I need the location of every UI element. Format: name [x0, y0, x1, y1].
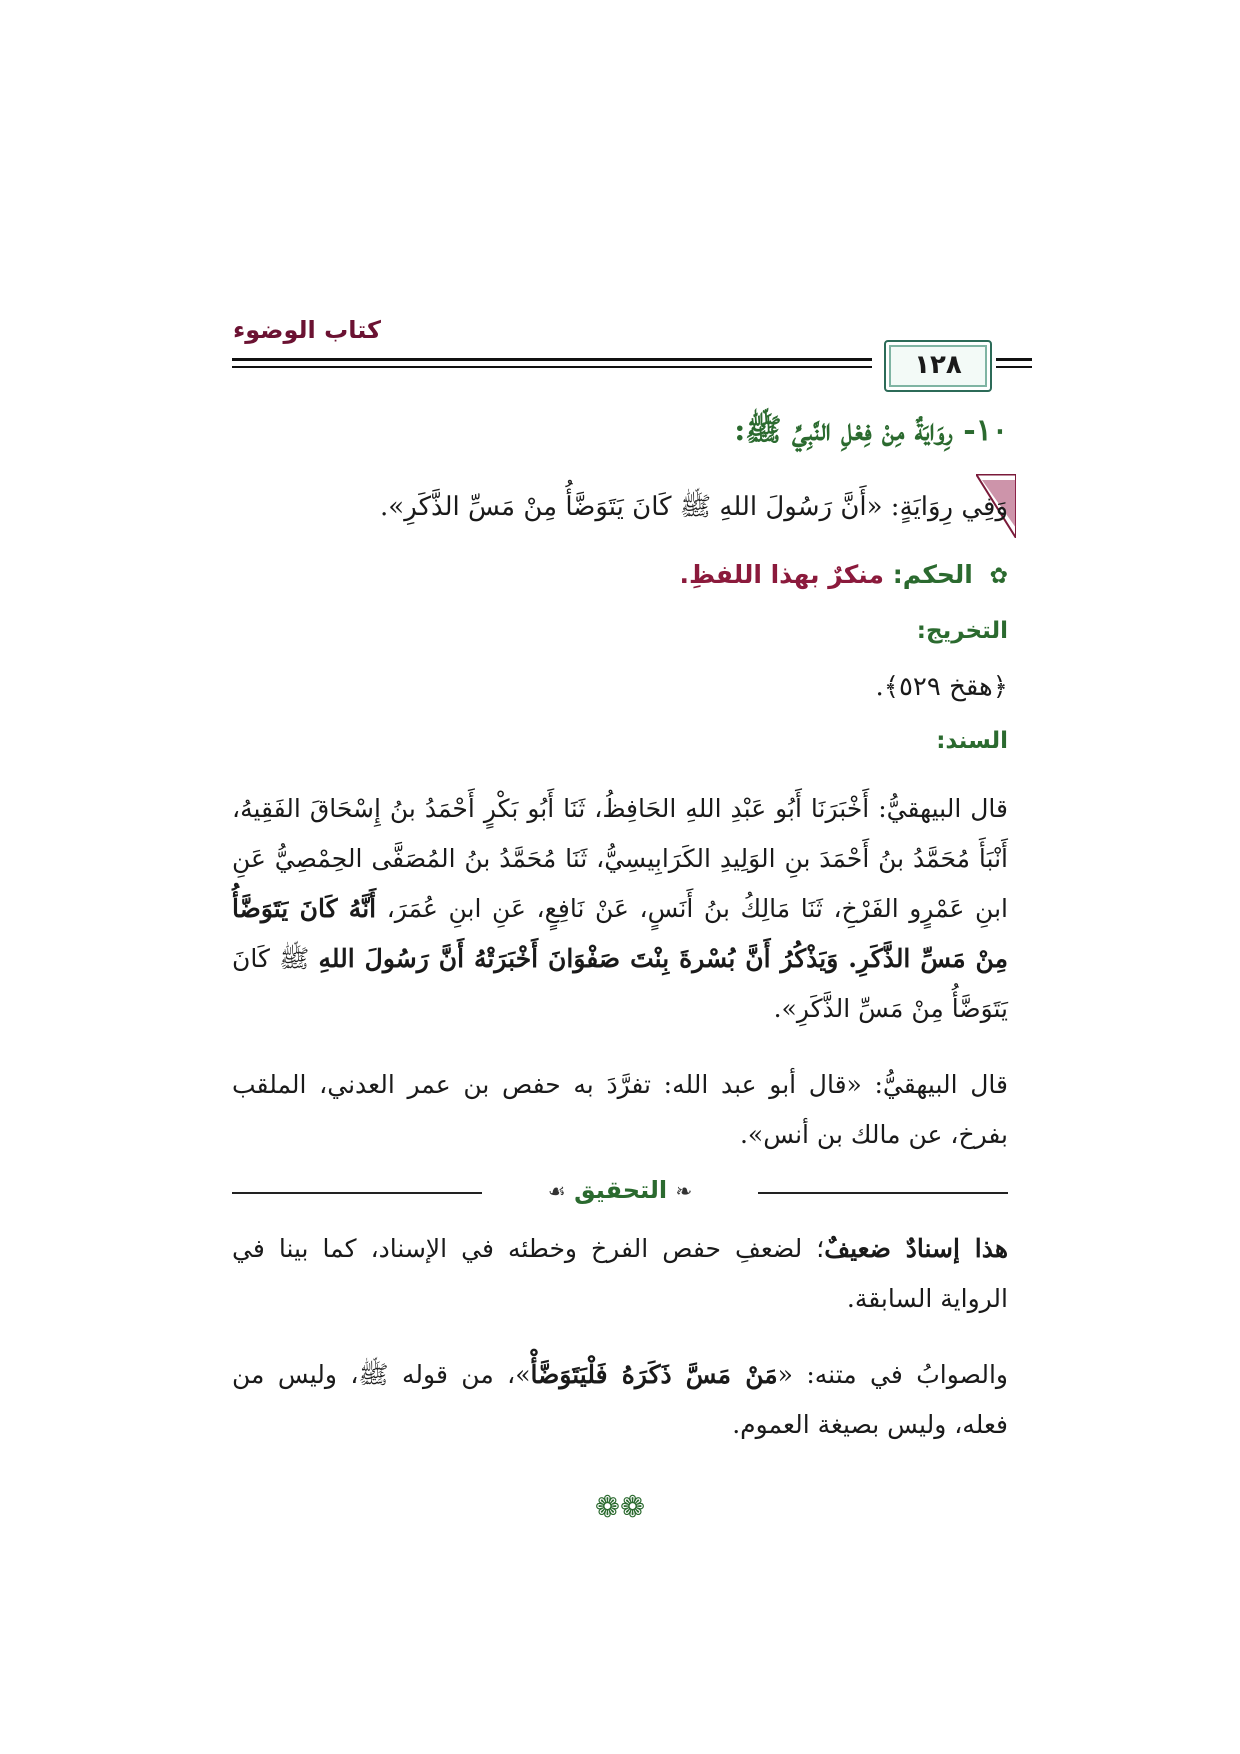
- isnad-chain: قال البيهقيُّ: أَخْبَرَنَا أَبُو عَبْدِ اللهِ الحَافِظُ، ثَنَا أَبُو بَكْرٍ أَحْمَدُ بنُ إِسْحَاقَ الفَقِيهُ، أَنْبَأَ مُحَمَّدُ بنُ أَحْمَدَ بنِ الوَلِيدِ الكَرَابِيسِيُّ، ثَنَا مُحَمَّدُ بنُ المُصَفَّى الحِمْصِيُّ عَنِ ابنِ عَمْرٍو الفَرْخِ، ثَنَا مَالِكُ بنُ أَنَسٍ، عَنْ نَافِعٍ، عَنِ ابنِ عُمَرَ،: [232, 794, 1008, 923]
- header-rule: [996, 358, 1032, 361]
- sawab-start: والصوابُ في متنه: «: [777, 1360, 1008, 1389]
- tahqiq-heading: [232, 1176, 1008, 1204]
- verdict-paragraph: [232, 1224, 1008, 1324]
- isnad-paragraph: [232, 784, 1008, 1034]
- header-rule: [996, 366, 1032, 368]
- header-rule: [232, 358, 872, 361]
- ruling-line: [232, 560, 1008, 589]
- tahqiq-label: التحقيق: [574, 1176, 668, 1204]
- end-ornament-icon: ❁❁: [594, 1490, 646, 1525]
- running-header-title: كتاب الوضوء: [232, 316, 382, 344]
- tahqiq-divider: [232, 1172, 1008, 1212]
- isnad-matn-end: ﷺ كَانَ يَتَوَضَّأُ مِنْ مَسِّ الذَّكَرِ».: [232, 944, 1008, 1023]
- verdict-rest: ؛ لضعفِ حفص الفرخ وخطئه في الإسناد، كما بينا في الرواية السابقة.: [232, 1234, 1008, 1313]
- flower-icon: ✿: [989, 564, 1008, 589]
- section-heading: ١٠- رِوَايَةٌ مِنْ فِعْلِ النَّبِيِّ ﷺ:: [734, 413, 1008, 448]
- scroll-ornament-icon: ❧: [675, 1179, 693, 1203]
- variant-narration: وَفِي رِوَايَةٍ: «أَنَّ رَسُولَ اللهِ ﷺ كَانَ يَتَوَضَّأُ مِنْ مَسِّ الذَّكَرِ».: [380, 492, 1008, 522]
- sawab-paragraph: [232, 1350, 1008, 1450]
- ruling-label: الحكم:: [892, 560, 973, 589]
- verdict-bold: هذا إسنادٌ ضعيفٌ: [824, 1234, 1009, 1263]
- sawab-end: »، من قوله ﷺ، وليس من فعله، وليس بصيغة العموم.: [232, 1360, 1008, 1439]
- page-number-frame: [884, 340, 992, 392]
- page-number: ١٢٨: [914, 350, 962, 380]
- takhrij-label: التخريج:: [916, 618, 1008, 644]
- ruling-value: منكرٌ بهذا اللفظِ.: [679, 560, 884, 589]
- isnad-matn-bold: أَنَّهُ كَانَ يَتَوَضَّأُ مِنْ مَسِّ الذَّكَرِ. وَيَذْكُرُ أَنَّ بُسْرةَ بِنْتَ صَفْوَانَ أَخْبَرَتْهُ أَنَّ رَسُولَ اللهِ: [232, 894, 1008, 973]
- sawab-bold: مَنْ مَسَّ ذَكَرَهُ فَلْيَتَوَضَّأْ: [530, 1360, 778, 1389]
- takhrij-reference: ﴿هقخ ٥٢٩﴾.: [875, 672, 1008, 702]
- isnad-label: السند:: [936, 728, 1008, 754]
- bayhaqi-note: قال البيهقيُّ: «قال أبو عبد الله: تفرَّدَ به حفص بن عمر العدني، الملقب بفرخ، عن مالك بن أنس».: [232, 1070, 1008, 1149]
- header-rule: [232, 366, 872, 368]
- scroll-ornament-icon: ☙: [547, 1179, 566, 1203]
